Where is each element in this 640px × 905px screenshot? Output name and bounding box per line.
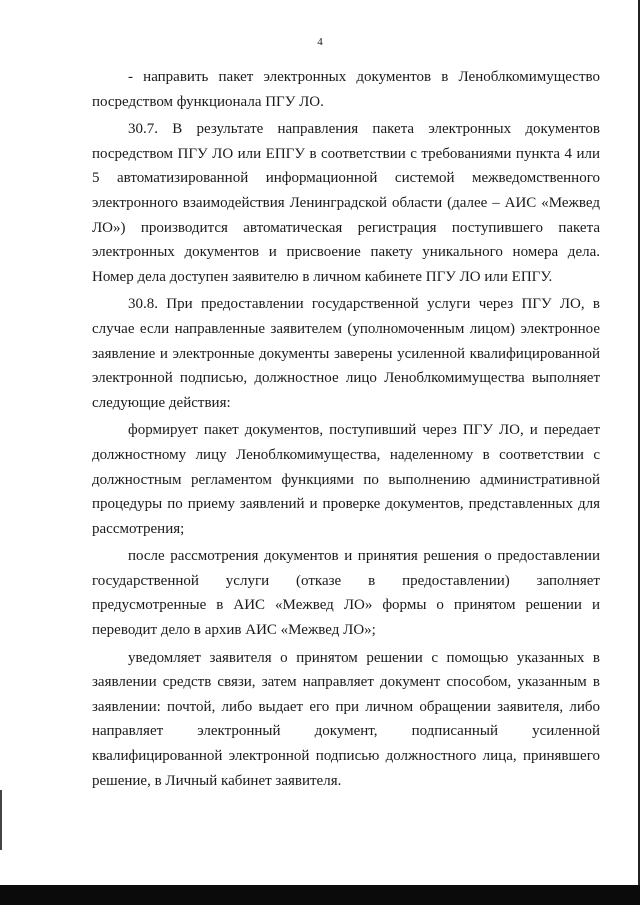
paragraph-30-7: 30.7. В результате направления пакета электронных документов посредством ПГУ ЛО или ЕПГУ в соответствии с требованиями пункта 4 или 5 автоматизированной информационной системой межведомственного электронного взаимодействия Ленинградской области (далее – АИС «Межвед ЛО») производится автоматическая регистрация поступившего пакета электронных документов и присвоение пакету уникального номера дела. Номер дела доступен заявителю в личном кабинете ПГУ ЛО или ЕПГУ. (92, 121, 600, 285)
paragraph-submit-package: - направить пакет электронных документов в Леноблкомимущество посредством функционала ПГУ ЛО. (92, 69, 600, 110)
paragraph-30-8: 30.8. При предоставлении государственной услуги через ПГУ ЛО, в случае если направленные заявителем (уполномоченным лицом) электронное заявление и электронные документы заверены усиленной квалифицированной электронной подписью, должностное лицо Леноблкомимущества выполняет следующие действия: (92, 296, 600, 411)
document-body (92, 65, 600, 796)
paragraph-after-review: после рассмотрения документов и принятия решения о предоставлении государственной услуги (отказе в предоставлении) заполняет предусмотренные в АИС «Межвед ЛО» формы о принятом решении и переводит дело в архив АИС «Межвед ЛО»; (92, 548, 600, 639)
paragraph-notify-applicant: уведомляет заявителя о принятом решении с помощью указанных в заявлении средств связи, затем направляет документ способом, указанным в заявлении: почтой, либо выдает его при личном обращении заявителя, либо направляет электронный документ, подписанный усиленной квалифицированной электронной подписью должностного лица, принявшего решение, в Личный кабинет заявителя. (92, 649, 600, 789)
scan-bottom-bar (0, 885, 640, 905)
page-number: 4 (317, 36, 323, 48)
paragraph-form-package: формирует пакет документов, поступивший через ПГУ ЛО, и передает должностному лицу Леноблкомимущества, наделенному в соответствии с должностным регламентом функциями по выполнению административной процедуры по приему заявлений и проверке документов, представленных для рассмотрения; (92, 422, 600, 537)
scan-edge-left (0, 790, 2, 850)
